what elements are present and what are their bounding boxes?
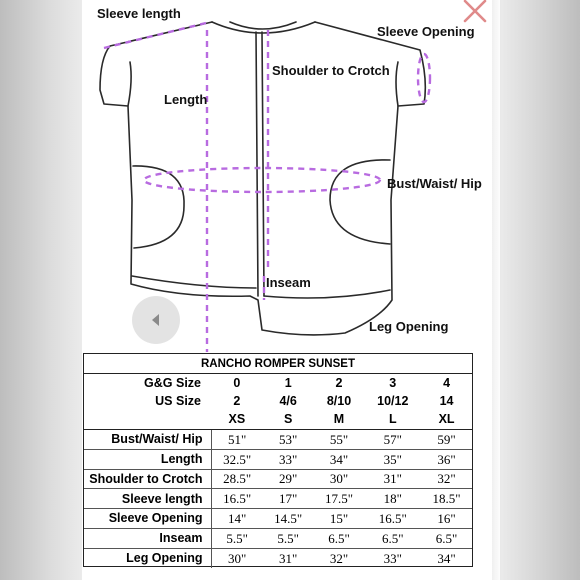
us-size-row <box>84 392 472 410</box>
table-row <box>84 489 472 509</box>
measurement-label: Length <box>84 449 211 469</box>
measurement-value: 5.5" <box>263 528 314 548</box>
gg-size-cell: 4 <box>443 375 451 390</box>
measurement-value: 17.5" <box>314 489 365 509</box>
measurement-value: 6.5" <box>364 528 421 548</box>
size-chart-table <box>83 353 473 567</box>
measurement-value: 6.5" <box>314 528 365 548</box>
us-size-label: US Size <box>155 393 201 408</box>
gg-size-cell: 0 <box>233 375 241 390</box>
measurement-value: 28.5" <box>211 469 263 489</box>
measurement-value: 14.5" <box>263 509 314 529</box>
guide-sleeve-opening <box>418 54 430 102</box>
us-size-cell: 2 <box>233 393 241 408</box>
chevron-left-icon <box>149 313 163 327</box>
measurement-value: 14" <box>211 509 263 529</box>
measurement-value: 17" <box>263 489 314 509</box>
measurement-value: 33" <box>263 449 314 469</box>
measurement-value: 31" <box>364 469 421 489</box>
table-row <box>84 528 472 548</box>
us-size-cell: 8/10 <box>326 393 352 408</box>
close-x-icon <box>462 0 488 24</box>
letter-size-cell: S <box>263 410 314 430</box>
label-bust-waist-hip: Bust/Waist/ Hip <box>387 176 482 191</box>
size-table <box>84 354 472 568</box>
measurement-value: 34" <box>314 449 365 469</box>
us-size-cell: 14 <box>439 393 454 408</box>
table-row <box>84 509 472 529</box>
measurement-label: Sleeve Opening <box>84 509 211 529</box>
table-row <box>84 469 472 489</box>
table-row <box>84 449 472 469</box>
letter-size-label <box>84 410 211 430</box>
measurement-value: 29" <box>263 469 314 489</box>
measurement-value: 36" <box>421 449 472 469</box>
label-sleeve-opening: Sleeve Opening <box>377 24 475 39</box>
table-title: RANCHO ROMPER SUNSET <box>84 354 472 374</box>
gg-size-row <box>84 374 472 393</box>
measurement-value: 51" <box>211 430 263 450</box>
measurement-value: 32" <box>314 548 365 567</box>
close-button[interactable] <box>452 0 498 26</box>
letter-size-cell: L <box>364 410 421 430</box>
label-shoulder-to-crotch: Shoulder to Crotch <box>272 63 390 78</box>
letter-size-cell: M <box>314 410 365 430</box>
letter-size-cell: XL <box>421 410 472 430</box>
measurement-value: 53" <box>263 430 314 450</box>
label-sleeve-length: Sleeve length <box>97 6 181 21</box>
measurement-value: 32" <box>421 469 472 489</box>
us-size-cell: 10/12 <box>377 393 409 408</box>
measurement-value: 57" <box>364 430 421 450</box>
label-inseam: Inseam <box>266 275 311 290</box>
table-row <box>84 430 472 450</box>
guide-bust-waist-hip <box>144 168 380 192</box>
us-size-cell: 4/6 <box>279 393 297 408</box>
measurement-rows <box>84 430 472 568</box>
measurement-label: Sleeve length <box>84 489 211 509</box>
measurement-label: Bust/Waist/ Hip <box>84 430 211 450</box>
label-leg-opening: Leg Opening <box>369 319 449 334</box>
measurement-value: 33" <box>364 548 421 567</box>
label-length: Length <box>164 92 208 107</box>
gg-size-cell: 1 <box>284 375 292 390</box>
measurement-label: Leg Opening <box>84 548 211 567</box>
measurement-value: 34" <box>421 548 472 567</box>
table-row <box>84 548 472 567</box>
measurement-value: 30" <box>314 469 365 489</box>
table-title-row <box>84 354 472 374</box>
measurement-value: 35" <box>364 449 421 469</box>
measurement-value: 5.5" <box>211 528 263 548</box>
measurement-label: Shoulder to Crotch <box>84 469 211 489</box>
measurement-value: 15" <box>314 509 365 529</box>
gg-size-cell: 2 <box>335 375 343 390</box>
measurement-value: 18" <box>364 489 421 509</box>
letter-size-cell: XS <box>211 410 263 430</box>
measurement-value: 16.5" <box>364 509 421 529</box>
measurement-value: 32.5" <box>211 449 263 469</box>
measurement-value: 16.5" <box>211 489 263 509</box>
measurement-value: 30" <box>211 548 263 567</box>
measurement-label: Inseam <box>84 528 211 548</box>
measurement-value: 59" <box>421 430 472 450</box>
measurement-value: 55" <box>314 430 365 450</box>
measurement-value: 31" <box>263 548 314 567</box>
measurement-value: 6.5" <box>421 528 472 548</box>
measurement-value: 18.5" <box>421 489 472 509</box>
gg-size-label: G&G Size <box>144 375 201 390</box>
measurement-value: 16" <box>421 509 472 529</box>
gg-size-cell: 3 <box>389 375 397 390</box>
letter-size-row <box>84 410 472 430</box>
previous-image-button[interactable] <box>132 296 180 344</box>
